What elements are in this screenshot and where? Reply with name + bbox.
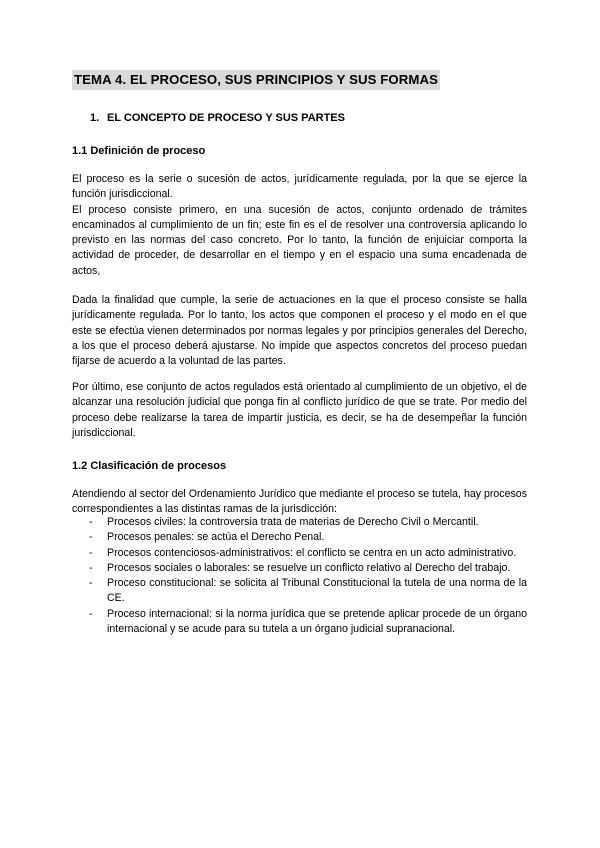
list-item <box>72 607 527 638</box>
list-item <box>72 546 527 561</box>
dash-bullet: - <box>89 561 93 574</box>
list-item <box>72 576 527 607</box>
list-item-text: Procesos contenciosos-administrativos: el conflicto se centra en un acto administrativo. <box>107 546 517 559</box>
dash-bullet: - <box>89 607 93 620</box>
section-heading <box>90 111 345 125</box>
section-number: 1. <box>90 112 100 124</box>
list-item-text: Procesos penales: se actúa el Derecho Penal. <box>107 531 325 544</box>
paragraph: El proceso consiste primero, en una sucesión de actos, conjunto ordenado de trámites encaminados al cumplimiento de un fin; este fin es el de resolver una controversia aplicando lo previsto en las normas del caso concreto. Por lo tanto, la función de enjuiciar comporta la actividad de proceder, de desarrollar en el tiempo y en el espacio una suma encadenada de actos, <box>72 203 527 277</box>
list-item-text: Proceso constitucional: se solicita al Tribunal Constitucional la tutela de una norma de la CE. <box>107 577 527 605</box>
list-item-text: Proceso internacional: si la norma jurídica que se pretende aplicar procede de un órgano internacional y se acude para su tutela a un órgano judicial supranacional. <box>107 607 527 636</box>
paragraph: Por último, ese conjunto de actos regulados está orientado al cumplimiento de un objetivo, el de alcanzar una resolución judicial que ponga fin al conflicto jurídico de que se trate. Por medio del proceso debe realizarse la tarea de impartir justicia, es decir, se ha de desempeñar la función jurisdiccional. <box>72 381 527 439</box>
dash-bullet: - <box>89 516 93 528</box>
paragraph: El proceso es la serie o sucesión de actos, jurídicamente regulada, por la que se ejerce la función jurisdiccional. <box>72 173 527 201</box>
subsection-heading-definition: 1.1 Definición de proceso <box>72 145 206 157</box>
list-item-text: Procesos civiles: la controversia trata de materias de Derecho Civil o Mercantil. <box>107 516 479 528</box>
definition-paragraphs <box>72 172 527 279</box>
dash-bullet: - <box>89 577 93 590</box>
paragraph: Dada la finalidad que cumple, la serie de actuaciones en la que el proceso consiste se halla jurídicamente regulada. Por lo tanto, los actos que componen el proceso y el modo en el que este se efectúa vienen determinados por normas legales y por principios generales del Derecho, a los que el proceso deberá ajustarse. No impide que aspectos concretos del proceso puedan fijarse de acuerdo a la voluntad de las partes. <box>72 294 527 368</box>
page-title: TEMA 4. EL PROCESO, SUS PRINCIPIOS Y SUS FORMAS <box>72 70 440 90</box>
subsection-heading-classification: 1.2 Clasificación de procesos <box>72 460 227 472</box>
list-item-text: Procesos sociales o laborales: se resuelve un conflicto relativo al Derecho del trabajo. <box>107 561 511 574</box>
dash-bullet: - <box>89 531 93 544</box>
paragraph: Atendiendo al sector del Ordenamiento Jurídico que mediante el proceso se tutela, hay procesos correspondientes a las distintas ramas de la jurisdicción: <box>72 488 527 516</box>
section-title: EL CONCEPTO DE PROCESO Y SUS PARTES <box>107 112 345 124</box>
process-list <box>72 515 527 637</box>
list-item <box>72 515 527 530</box>
dash-bullet: - <box>89 546 93 559</box>
list-item <box>72 530 527 545</box>
list-item <box>72 561 527 576</box>
